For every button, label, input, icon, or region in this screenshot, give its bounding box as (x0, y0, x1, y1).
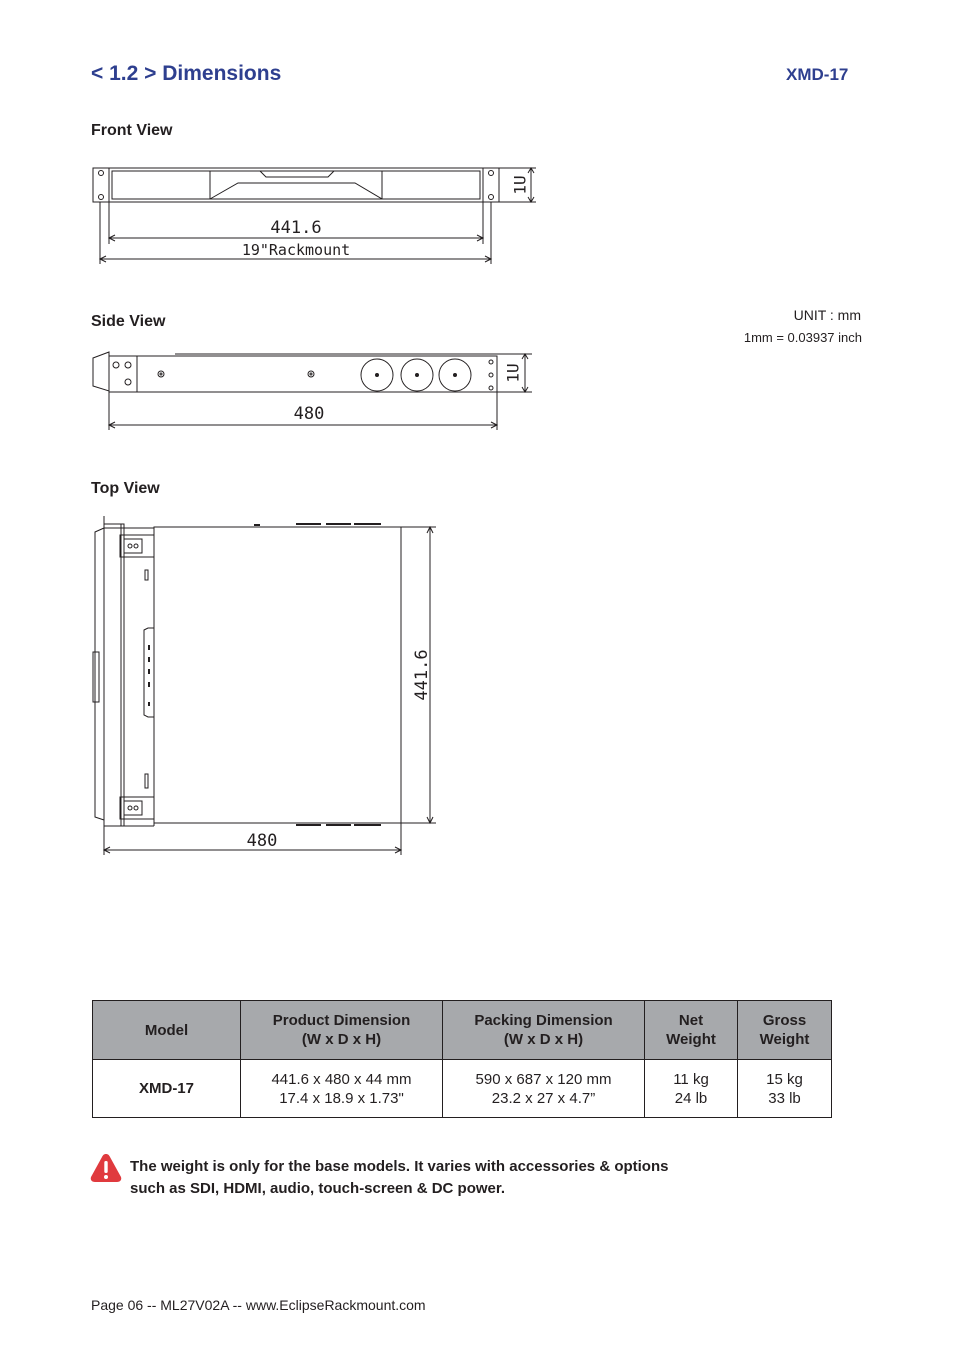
page-footer: Page 06 -- ML27V02A -- www.EclipseRackmount.com (91, 1297, 426, 1313)
side-height-dim: 1U (503, 363, 523, 383)
front-width-dim: 441.6 (270, 218, 322, 238)
warning-triangle-icon (89, 1152, 123, 1184)
side-view-drawing (90, 348, 540, 433)
table-header-row (93, 1001, 832, 1060)
cell-model: XMD-17 (93, 1060, 241, 1118)
front-rack-dim: 19"Rackmount (241, 241, 351, 259)
front-view-drawing (90, 160, 550, 270)
warning-line-2: such as SDI, HDMI, audio, touch-screen & DC power. (130, 1180, 506, 1197)
header-product-dimension: Product Dimension (W x D x H) (241, 1001, 443, 1060)
header-gross-weight: Gross Weight (738, 1001, 832, 1060)
front-height-dim: 1U (510, 175, 530, 195)
top-width-dim: 441.6 (412, 649, 432, 701)
header-packing-dimension: Packing Dimension (W x D x H) (443, 1001, 645, 1060)
header-model: Model (93, 1001, 241, 1060)
top-view-drawing (90, 512, 450, 860)
table-row (93, 1060, 832, 1118)
side-depth-dim: 480 (293, 404, 325, 424)
top-view-label: Top View (91, 480, 160, 497)
page-title: < 1.2 > Dimensions (91, 62, 282, 85)
front-view-label: Front View (91, 122, 173, 139)
unit-conversion: 1mm = 0.03937 inch (743, 330, 862, 345)
cell-net-weight: 11 kg 24 lb (645, 1060, 738, 1118)
cell-gross-weight: 15 kg 33 lb (738, 1060, 832, 1118)
top-depth-dim: 480 (246, 831, 278, 851)
spec-table (92, 1000, 832, 1118)
side-view-label: Side View (91, 313, 166, 330)
cell-product-dimension: 441.6 x 480 x 44 mm 17.4 x 18.9 x 1.73" (241, 1060, 443, 1118)
header-net-weight: Net Weight (645, 1001, 738, 1060)
warning-text (130, 1156, 770, 1200)
cell-packing-dimension: 590 x 687 x 120 mm 23.2 x 27 x 4.7” (443, 1060, 645, 1118)
model-name: XMD-17 (786, 65, 849, 84)
warning-line-1: The weight is only for the base models. It varies with accessories & options (130, 1158, 669, 1175)
unit-label: UNIT : mm (793, 307, 861, 323)
